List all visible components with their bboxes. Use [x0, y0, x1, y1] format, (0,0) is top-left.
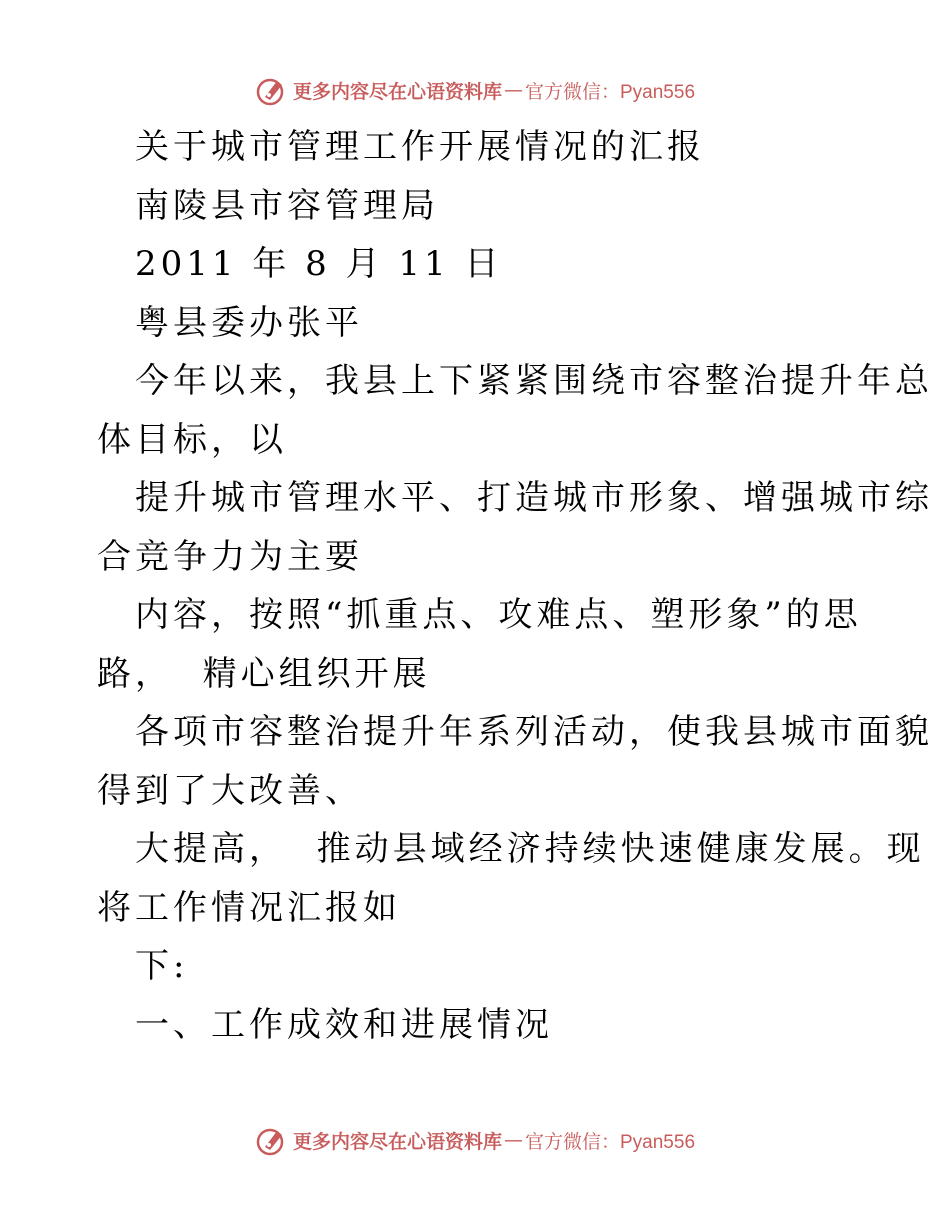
paragraph-line: 一、工作成效和进展情况 [135, 1004, 553, 1045]
paragraph-line: 大提高， 推动县域经济持续快速健康发展。现 [135, 829, 925, 869]
watermark-separator: — [504, 79, 523, 101]
document-author: 粤县委办张平 [135, 302, 363, 343]
paragraph-line: 各项市容整治提升年系列活动，使我县城市面貌 [135, 712, 933, 752]
pen-nib-logo-icon [255, 1123, 289, 1157]
watermark-banner-bottom [0, 1120, 950, 1160]
paragraph-line: 路， 精心组织开展 [97, 653, 431, 694]
document-date: 2011 年 8 月 11 日 [135, 244, 503, 284]
paragraph-line: 内容，按照“抓重点、攻难点、塑形象”的思 [135, 595, 862, 635]
document-title: 关于城市管理工作开展情况的汇报 [135, 127, 705, 167]
document-body [97, 118, 933, 1054]
watermark-text: 更多内容尽在心语资料库 [292, 1130, 502, 1153]
watermark-text: 更多内容尽在心语资料库 [292, 80, 502, 103]
watermark-banner-top [0, 70, 950, 110]
document-organization: 南陵县市容管理局 [135, 185, 439, 226]
document-paragraphs [97, 352, 933, 1054]
watermark-contact: 官方微信：Pyan556 [525, 1131, 696, 1153]
pen-nib-logo-icon [255, 73, 289, 107]
paragraph-line: 今年以来，我县上下紧紧围绕市容整治提升年总 [135, 361, 933, 401]
watermark-separator: — [504, 1129, 523, 1151]
paragraph-line: 合竞争力为主要 [97, 536, 363, 577]
watermark-contact: 官方微信：Pyan556 [525, 81, 696, 103]
paragraph-line: 提升城市管理水平、打造城市形象、增强城市综 [135, 478, 933, 518]
paragraph-line: 得到了大改善、 [97, 770, 363, 811]
paragraph-line: 将工作情况汇报如 [97, 887, 401, 928]
paragraph-line: 下: [135, 946, 189, 986]
paragraph-line: 体目标，以 [97, 419, 287, 460]
